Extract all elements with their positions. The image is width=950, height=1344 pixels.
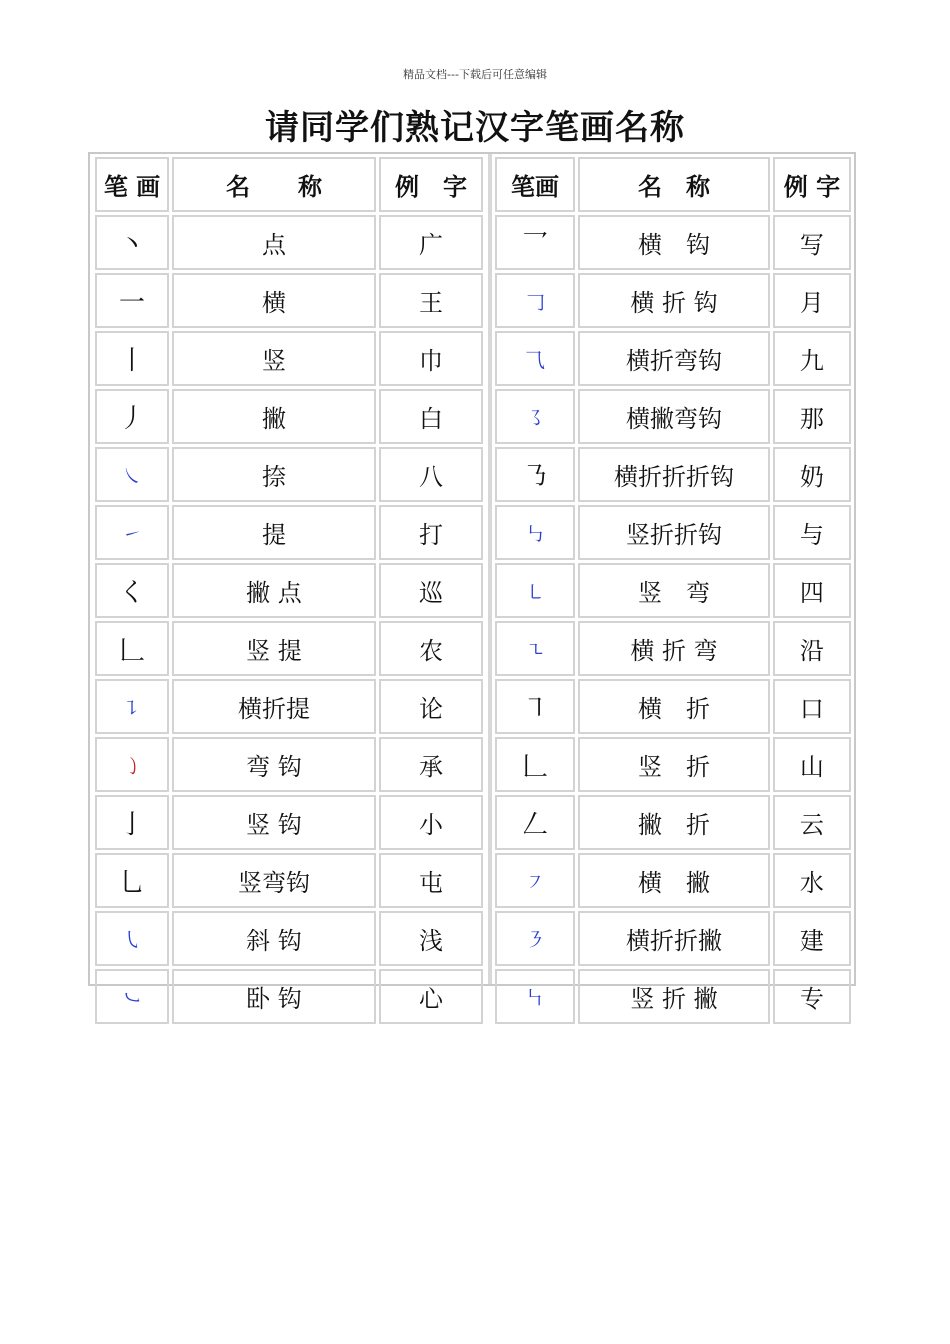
table-row — [495, 447, 851, 502]
stroke-glyph: 乚 — [118, 868, 145, 898]
table-row — [95, 215, 483, 270]
stroke-name-cell: 弯 钩 — [172, 737, 376, 792]
table-row — [95, 621, 483, 676]
header-name: 名 称 — [172, 157, 376, 212]
stroke-name-cell: 横撇弯钩 — [578, 389, 770, 444]
example-char-cell: 建 — [773, 911, 851, 966]
strokes-table — [88, 152, 856, 1013]
stroke-glyph: ㇞ — [525, 986, 546, 1010]
stroke-cell — [495, 621, 575, 676]
table-row — [495, 389, 851, 444]
stroke-name-cell: 横 折 弯 — [578, 621, 770, 676]
stroke-name-cell: 竖 折 撇 — [578, 969, 770, 1024]
table-row — [95, 737, 483, 792]
table-row — [495, 621, 851, 676]
header-row — [495, 157, 851, 212]
stroke-cell — [495, 911, 575, 966]
stroke-glyph: ㇌ — [525, 406, 546, 430]
stroke-cell — [95, 389, 169, 444]
example-char-cell: 王 — [379, 273, 483, 328]
example-char-cell: 与 — [773, 505, 851, 560]
stroke-name-cell: 横 撇 — [578, 853, 770, 908]
table-row — [495, 737, 851, 792]
header-row — [95, 157, 483, 212]
header-example: 例 字 — [379, 157, 483, 212]
example-char-cell: 水 — [773, 853, 851, 908]
stroke-cell — [495, 331, 575, 386]
stroke-glyph: 𠃊 — [522, 752, 549, 782]
stroke-cell — [495, 679, 575, 734]
stroke-cell — [95, 911, 169, 966]
stroke-glyph: 丿 — [118, 404, 145, 434]
stroke-glyph: く — [118, 578, 145, 608]
stroke-name-cell: 横 — [172, 273, 376, 328]
table-row — [95, 679, 483, 734]
stroke-glyph: ㇀ — [122, 522, 142, 546]
example-char-cell: 沿 — [773, 621, 851, 676]
table-row — [495, 911, 851, 966]
table-row — [495, 505, 851, 560]
example-char-cell: 白 — [379, 389, 483, 444]
table-row — [495, 853, 851, 908]
stroke-cell — [495, 505, 575, 560]
stroke-cell — [495, 969, 575, 1024]
stroke-glyph: 𠃋 — [522, 810, 549, 840]
example-char-cell: 巡 — [379, 563, 483, 618]
table-row — [95, 853, 483, 908]
stroke-glyph: 𠃊 — [118, 636, 145, 666]
stroke-name-cell: 横 钩 — [578, 215, 770, 270]
stroke-glyph: 𠃌 — [525, 290, 546, 314]
stroke-glyph: 丶 — [118, 230, 145, 260]
right-half-table — [492, 154, 854, 1027]
example-char-cell: 打 — [379, 505, 483, 560]
stroke-cell — [495, 853, 575, 908]
stroke-cell — [495, 737, 575, 792]
stroke-name-cell: 竖 折 — [578, 737, 770, 792]
example-char-cell: 巾 — [379, 331, 483, 386]
header-stroke: 笔画 — [495, 157, 575, 212]
example-char-cell: 承 — [379, 737, 483, 792]
stroke-cell — [95, 679, 169, 734]
example-char-cell: 山 — [773, 737, 851, 792]
stroke-name-cell: 撇 点 — [172, 563, 376, 618]
stroke-glyph: ⺄ — [525, 348, 546, 372]
stroke-name-cell: 捺 — [172, 447, 376, 502]
example-char-cell: 农 — [379, 621, 483, 676]
stroke-name-cell: 提 — [172, 505, 376, 560]
example-char-cell: 写 — [773, 215, 851, 270]
stroke-cell — [95, 331, 169, 386]
stroke-name-cell: 横 折 — [578, 679, 770, 734]
stroke-glyph: ㇊ — [122, 696, 142, 720]
table-row — [495, 969, 851, 1024]
example-char-cell: 八 — [379, 447, 483, 502]
stroke-glyph: ㇂ — [122, 928, 142, 952]
example-char-cell: 浅 — [379, 911, 483, 966]
stroke-cell — [495, 389, 575, 444]
stroke-name-cell: 竖 — [172, 331, 376, 386]
stroke-glyph: ㇉ — [525, 522, 546, 546]
table-row — [495, 273, 851, 328]
example-char-cell: 专 — [773, 969, 851, 1024]
stroke-cell — [495, 563, 575, 618]
stroke-glyph: ㇏ — [122, 464, 142, 488]
table-row — [95, 911, 483, 966]
example-char-cell: 广 — [379, 215, 483, 270]
stroke-glyph: 丨 — [118, 346, 145, 376]
example-char-cell: 口 — [773, 679, 851, 734]
stroke-cell — [495, 795, 575, 850]
stroke-glyph: ㇄ — [525, 580, 546, 604]
example-char-cell: 论 — [379, 679, 483, 734]
table-row — [495, 563, 851, 618]
header-example: 例 字 — [773, 157, 851, 212]
table-row — [95, 969, 483, 1024]
stroke-cell — [95, 215, 169, 270]
table-row — [495, 331, 851, 386]
header-stroke: 笔 画 — [95, 157, 169, 212]
example-char-cell: 屯 — [379, 853, 483, 908]
stroke-cell — [95, 853, 169, 908]
stroke-name-cell: 横折折撇 — [578, 911, 770, 966]
stroke-name-cell: 横折提 — [172, 679, 376, 734]
table-row — [95, 563, 483, 618]
stroke-glyph: 乛 — [522, 230, 549, 260]
stroke-glyph: ㇇ — [525, 870, 546, 894]
table-row — [95, 331, 483, 386]
stroke-name-cell: 卧 钩 — [172, 969, 376, 1024]
stroke-cell — [95, 621, 169, 676]
table-row — [95, 505, 483, 560]
stroke-glyph: 亅 — [118, 810, 145, 840]
stroke-cell — [495, 215, 575, 270]
table-row — [95, 273, 483, 328]
example-char-cell: 奶 — [773, 447, 851, 502]
stroke-name-cell: 横 折 钩 — [578, 273, 770, 328]
example-char-cell: 云 — [773, 795, 851, 850]
table-row — [495, 215, 851, 270]
stroke-name-cell: 竖弯钩 — [172, 853, 376, 908]
stroke-glyph: ㇍ — [525, 638, 546, 662]
stroke-name-cell: 撇 — [172, 389, 376, 444]
stroke-name-cell: 撇 折 — [578, 795, 770, 850]
stroke-cell — [95, 563, 169, 618]
example-char-cell: 九 — [773, 331, 851, 386]
stroke-cell — [95, 969, 169, 1024]
stroke-cell — [495, 447, 575, 502]
stroke-name-cell: 横折折折钩 — [578, 447, 770, 502]
stroke-cell — [95, 447, 169, 502]
stroke-glyph: 一 — [118, 288, 145, 318]
table-row — [95, 447, 483, 502]
stroke-name-cell: 横折弯钩 — [578, 331, 770, 386]
example-char-cell: 四 — [773, 563, 851, 618]
stroke-name-cell: 斜 钩 — [172, 911, 376, 966]
stroke-glyph: ㇋ — [525, 928, 546, 952]
left-half-table — [92, 154, 486, 1027]
table-row — [495, 795, 851, 850]
stroke-cell — [95, 273, 169, 328]
stroke-name-cell: 竖折折钩 — [578, 505, 770, 560]
example-char-cell: 心 — [379, 969, 483, 1024]
example-char-cell: 小 — [379, 795, 483, 850]
stroke-name-cell: 竖 钩 — [172, 795, 376, 850]
stroke-name-cell: 竖 弯 — [578, 563, 770, 618]
table-row — [95, 389, 483, 444]
stroke-glyph: ㇁ — [122, 754, 142, 778]
stroke-cell — [95, 505, 169, 560]
stroke-glyph: ㇃ — [122, 986, 142, 1010]
example-char-cell: 那 — [773, 389, 851, 444]
stroke-name-cell: 竖 提 — [172, 621, 376, 676]
stroke-glyph: ㇡ — [522, 462, 549, 492]
table-row — [95, 795, 483, 850]
header-note: 精品文档---下载后可任意编辑 — [403, 68, 547, 81]
page-title: 请同学们熟记汉字笔画名称 — [265, 108, 685, 148]
table-row — [495, 679, 851, 734]
stroke-cell — [495, 273, 575, 328]
stroke-name-cell: 点 — [172, 215, 376, 270]
stroke-cell — [95, 737, 169, 792]
stroke-cell — [95, 795, 169, 850]
stroke-glyph: ㇕ — [522, 694, 549, 724]
example-char-cell: 月 — [773, 273, 851, 328]
header-name: 名 称 — [578, 157, 770, 212]
